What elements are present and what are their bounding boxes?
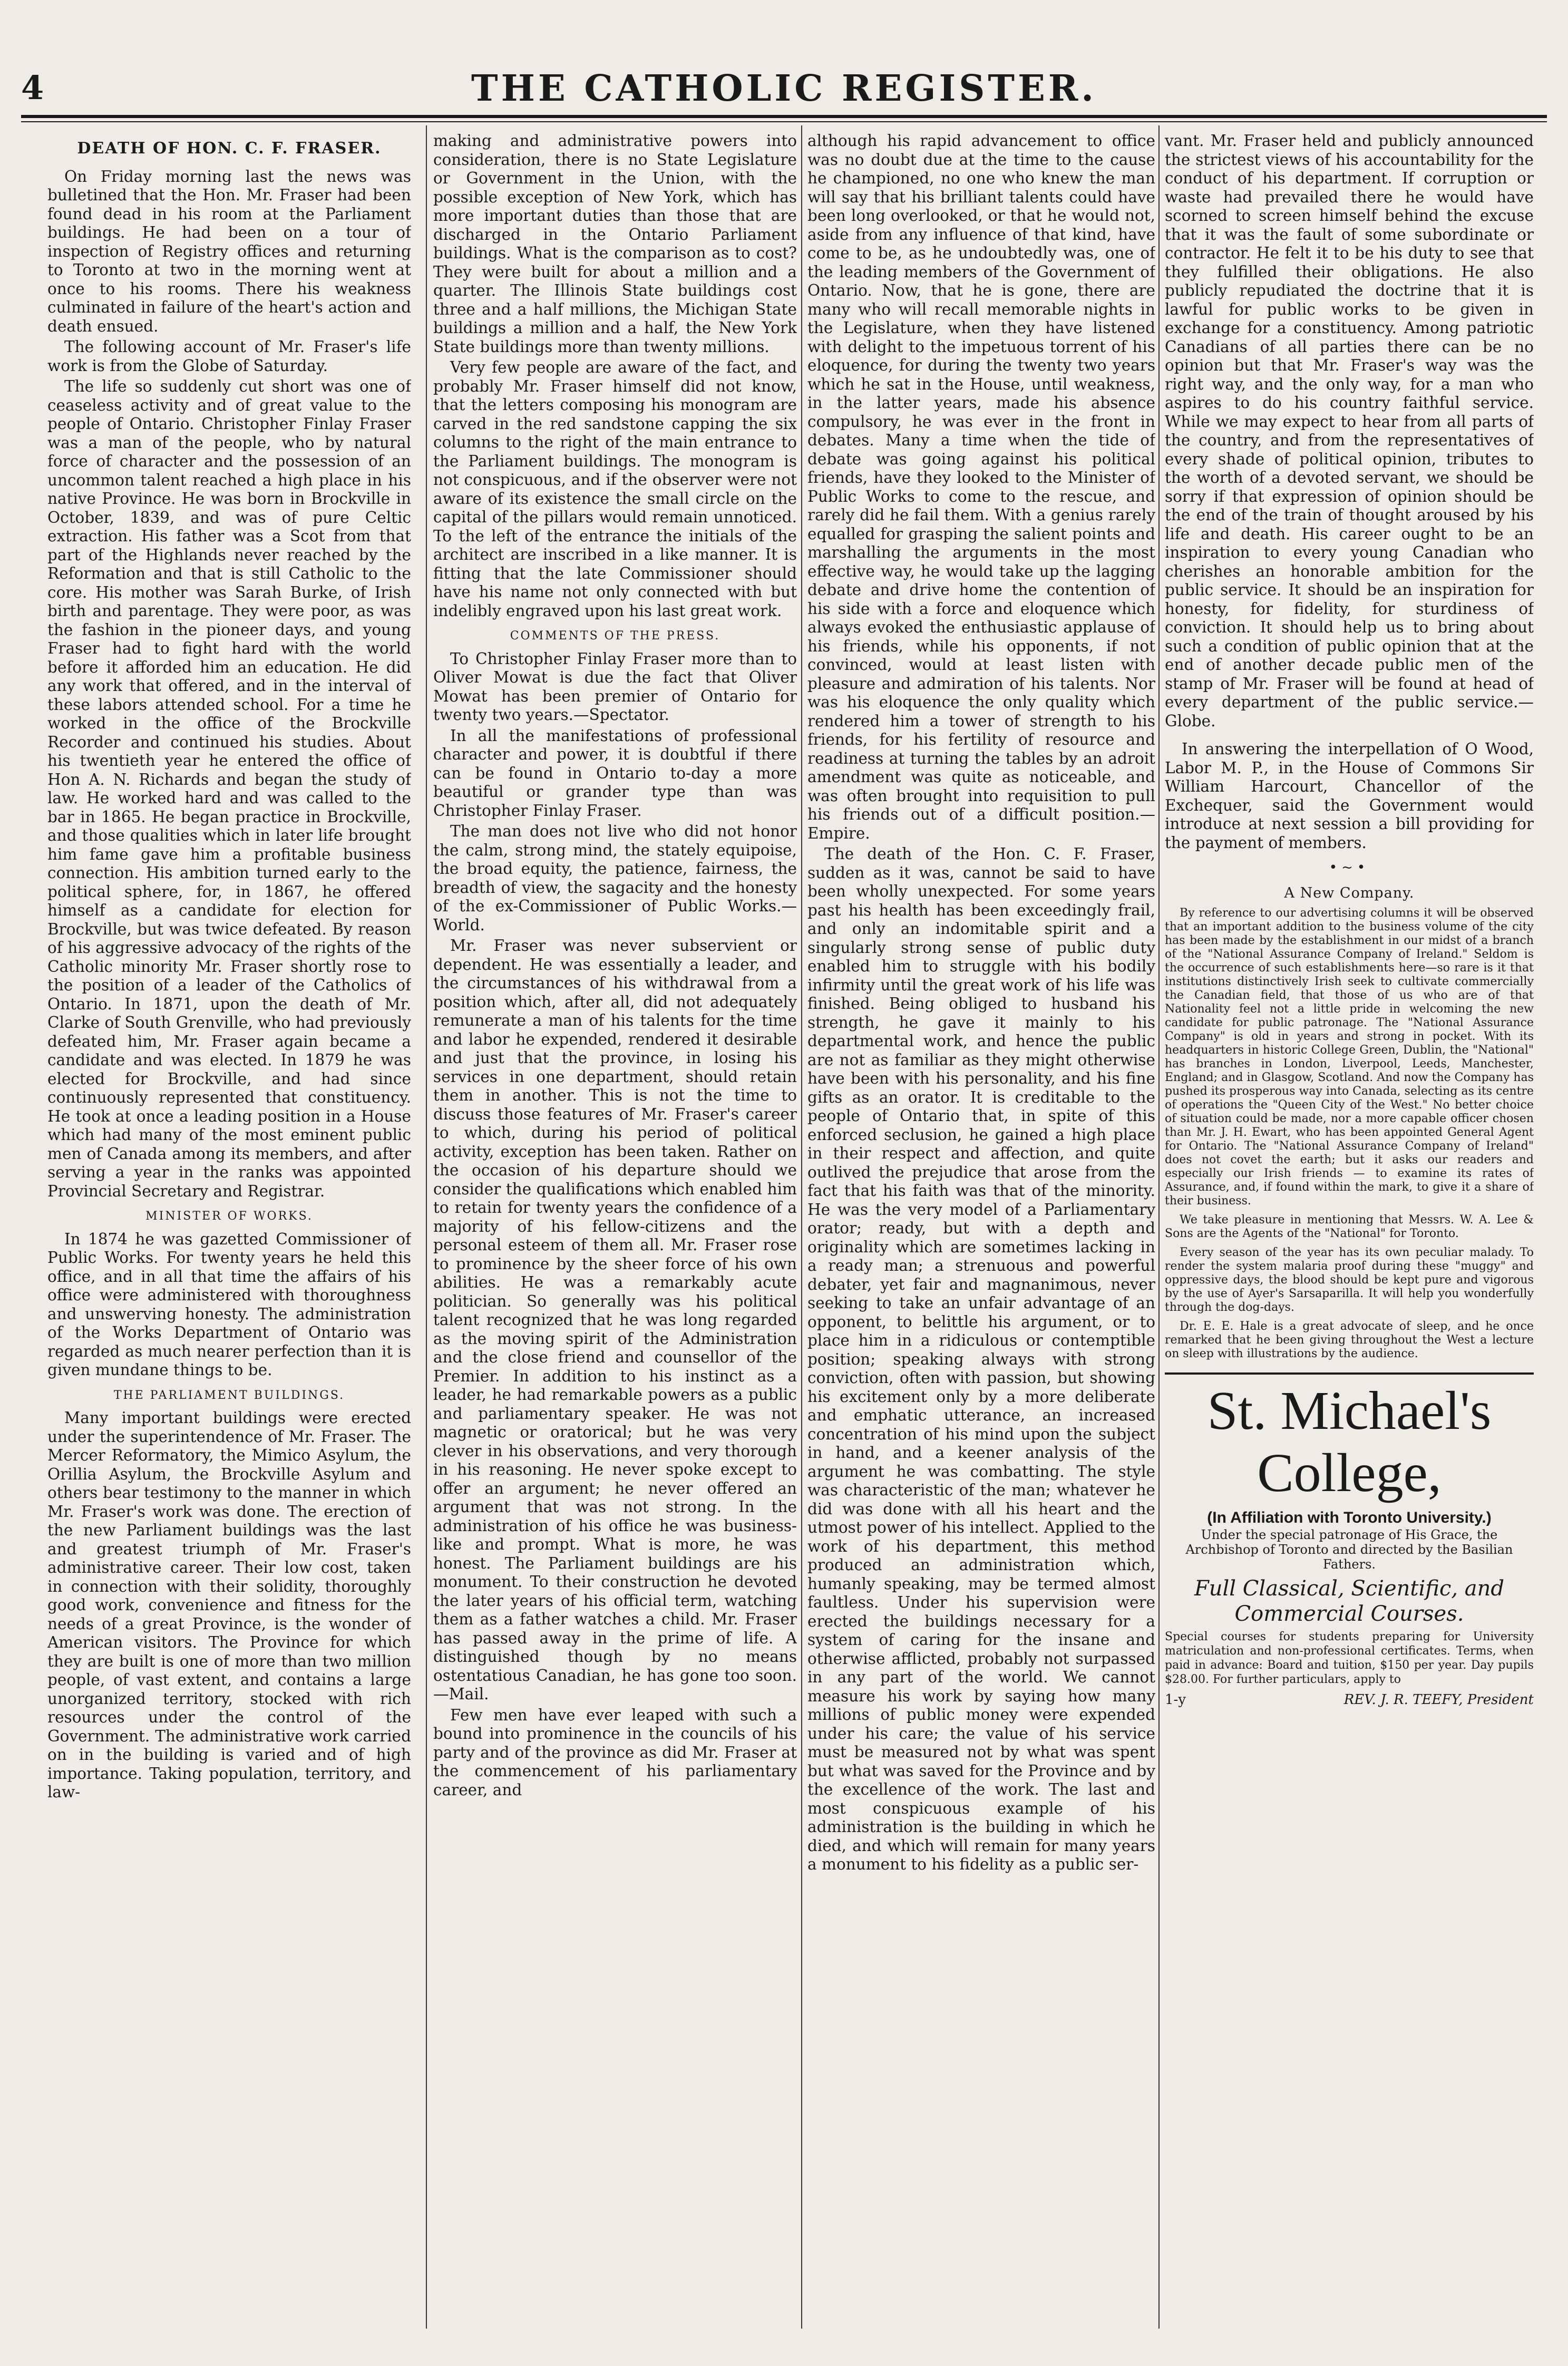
article-paragraph: making and administrative powers into consideration, there is no State Legislature or Government in the Union, with the possible exception of New York, which has more important duties than those that are discharged in the Ontario Parliament buildings. What is the comparison as to cost? They were built for about a million and a quarter. The Illinois State buildings cost three and a half millions, the Michigan State buildings a million and a half, the New York State buildings more than twenty millions. bbox=[433, 132, 797, 356]
section-subhead: MINISTER OF WORKS. bbox=[145, 1210, 313, 1223]
ad-details: Special courses for students preparing for University matriculation and non-professional certificates. Terms, when paid in advance: Board and tuition, $150 per year. Day pupils $28.00. For further particulars, apply to bbox=[1165, 1630, 1534, 1686]
article-paragraph: In all the manifestations of professional character and power, it is doubtful if there can be found in Ontario to-day a more beautiful or grander type than was Christopher Finlay Fraser. bbox=[433, 726, 797, 820]
ad-patronage: Under the special patronage of His Grace, the Archbishop of Toronto and directed by the Basilian Fathers. bbox=[1185, 1527, 1513, 1572]
notice-paragraph: Every season of the year has its own peculiar malady. To render the system malaria proof during these "muggy" and oppressive days, the blood should be kept pure and vigorous by the use of Ayer's Sarsaparilla. It will help you wonderfully through the dog-days. bbox=[1165, 1246, 1534, 1314]
column-4 bbox=[1165, 132, 1534, 2345]
column-1 bbox=[47, 132, 411, 2345]
column-divider bbox=[1158, 125, 1160, 2329]
article-paragraph: Few men have ever leaped with such a bound into prominence in the councils of his party and of the province as did Mr. Fraser at the commencement of his parliamentary career, and bbox=[433, 1706, 797, 1799]
article-paragraph: vant. Mr. Fraser held and publicly announced the strictest views of his accountability for the conduct of his department. If corruption or waste had prevailed there he would have scorned to screen himself behind the excuse that it was the fault of some subordinate or contractor. He felt it to be his duty to see that they fulfilled their obligations. He also publicly repudiated the doctrine that it is lawful for public works to be given in exchange for a constituency. Among patriotic Canadians of all parties there can be no opinion but that Mr. Fraser's way was the right way, and the only way, for a man who aspires to do his country faithful service. While we may expect to hear from all parts of the country, and from the representatives of every shade of political opinion, tributes to the worth of a devoted servant, we should be sorry if that expression of opinion should be the end of the train of thought aroused by his life and death. His career ought to be an inspiration to every young Canadian who cherishes an honorable ambition for the public service. It should be an inspiration for honesty, for fidelity, for sturdiness of conviction. It should help us to bring about such a condition of public opinion that at the end of another decade public men of the stamp of Mr. Fraser will be found at head of every department of the public service.—Globe. bbox=[1165, 132, 1534, 730]
ad-affiliation: (In Affiliation with Toronto University.) bbox=[1207, 1509, 1492, 1526]
column-divider bbox=[801, 125, 802, 2329]
article-paragraph: Mr. Fraser was never subservient or dependent. He was essentially a leader, and the circumstances of his withdrawal from a position which, after all, did not adequately remunerate a man of his talents for the time and labor he expended, rendered it desirable and just that the province, in losing his services in one department, should retain them in another. This is not the time to discuss those features of Mr. Fraser's career to which, during his period of political activity, exception has been taken. Rather on the occasion of his departure should we consider the qualifications which enabled him to retain for twenty years the confidence of a majority of his fellow-citizens and the personal esteem of them all. Mr. Fraser rose to prominence by the sheer force of his own abilities. He was a remarkably acute politician. So generally was his political talent recognized that he was long regarded as the moving spirit of the Administration and the close friend and counsellor of the Premier. In addition to his instinct as a leader, he had remarkable powers as a public and parliamentary speaker. He was not magnetic or oratorical; but he was very clever in his observations, and very thorough in his reasoning. He never spoke except to offer an argument; he never offered an argument that was not strong. In the administration of his office he was business-like and prompt. What is more, he was honest. The Parliament buildings are his monument. To their construction he devoted the later years of his official term, watching them as a father watches a child. Mr. Fraser has passed away in the prime of life. A distinguished though by no means ostentatious Canadian, he has gone too soon. —Mail. bbox=[433, 937, 797, 1703]
column-3 bbox=[807, 132, 1155, 2345]
newspaper-title: THE CATHOLIC REGISTER. bbox=[471, 67, 1097, 110]
article-paragraph: The life so suddenly cut short was one of ceaseless activity and of great value to the people of Ontario. Christopher Finlay Fraser was a man of the people, who by natural force of character and the possession of an uncommon talent reached a high place in his native Province. He was born in Brockville in October, 1839, and was of pure Celtic extraction. His father was a Scot from that part of the Highlands never reached by the Reformation and that is still Catholic to the core. His mother was Sarah Burke, of Irish birth and parentage. They were poor, as was the fashion in the pioneer days, and young Fraser had to fight hard with the world before it afforded him an education. He did any work that offered, and in the interval of these labors attended school. For a time he worked in the office of the Brockville Recorder and continued his studies. About his twentieth year he entered the office of Hon A. N. Richards and began the study of law. He worked hard and was called to the bar in 1865. He began practice in Brockville, and those qualities which in later life brought him fame gave him a profitable business connection. His ambition turned early to the political sphere, for, in 1867, he offered himself as a candidate for election for Brockville, but was twice defeated. By reason of his aggressive advocacy of the rights of the Catholic minority Mr. Fraser shortly rose to the position of a leader of the Catholics of Ontario. In 1871, upon the death of Mr. Clarke of South Grenville, who had previously defeated him, Mr. Fraser again became a candidate and was elected. In 1879 he was elected for Brockville, and had since continuously represented that constituency. He took at once a leading position in a House which had many of the most eminent public men of Canada among its members, and after serving a year in the ranks was appointed Provincial Secretary and Registrar. bbox=[47, 377, 411, 1200]
ad-code: 1-y bbox=[1165, 1691, 1186, 1708]
masthead-rule bbox=[21, 115, 1547, 118]
article-paragraph: Very few people are aware of the fact, and probably Mr. Fraser himself did not know, that the letters composing his monogram are carved in the red sandstone capping the six columns to the right of the main entrance to the Parliament buildings. The monogram is not conspicuous, and if the observer were not aware of its existence the small circle on the capital of the pillars would remain unnoticed. To the left of the entrance the initials of the architect are inscribed in a like manner. It is fitting that the late Commissioner should have his name not only connected with but indelibly engraved upon his last great work. bbox=[433, 358, 797, 620]
article-paragraph: On Friday morning last the news was bulletined that the Hon. Mr. Fraser had been found dead in his room at the Parliament buildings. He had been on a tour of inspection of Registry offices and returning to Toronto at two in the morning went at once to his rooms. There his weakness culminated in failure of the heart's action and death ensued. bbox=[47, 167, 411, 335]
article-headline: DEATH OF HON. C. F. FRASER. bbox=[77, 139, 382, 158]
notice-paragraph: By reference to our advertising columns it will be observed that an important addition to the business volume of the city has been made by the establishment in our midst of a branch of the "National Assurance Company of Ireland." Seldom is the occurrence of such establishments here—so rare is it that institutions distinctively Irish seek to cultivate commercially the Canadian field, that those of us who are of that Nationality feel not a little pride in welcoming the new candidate for public patronage. The "National Assurance Company" is old in years and strong in pocket. With its headquarters in historic College Green, Dublin, the "National" has branches in London, Liverpool, Leeds, Manchester, England; and in Glasgow, Scotland. And now the Company has pushed its prosperous way into Canada, selecting as its centre of operations the "Queen City of the West." No better choice of situation could be made, nor a more capable officer chosen than Mr. J. H. Ewart, who has been appointed General Agent for Ontario. The "National Assurance Company of Ireland" does not covet the earth; but it asks our readers and especially our Irish friends — to examine its rates of Assurance, and, if found within the mark, to give it a share of their business. bbox=[1165, 907, 1534, 1208]
masthead-rule-thin bbox=[21, 121, 1547, 122]
ad-title: St. Michael's bbox=[1207, 1380, 1492, 1441]
section-subhead: A New Company. bbox=[1284, 884, 1415, 901]
article-paragraph: In 1874 he was gazetted Commissioner of Public Works. For twenty years he held this office, and in all that time the affairs of his office were administered with thoroughness and unswerving honesty. The administration of the Works Department of Ontario was regarded as much nearer perfection than it is given mundane things to be. bbox=[47, 1230, 411, 1379]
section-subhead: COMMENTS OF THE PRESS. bbox=[510, 629, 720, 642]
ad-role: President bbox=[1467, 1691, 1534, 1708]
section-subhead: THE PARLIAMENT BUILDINGS. bbox=[113, 1388, 345, 1402]
ad-courses: Full Classical, Scientific, and bbox=[1194, 1576, 1504, 1601]
article-paragraph: The following account of Mr. Fraser's life work is from the Globe of Saturday. bbox=[47, 338, 411, 375]
column-divider bbox=[426, 125, 427, 2329]
notice-paragraph: We take pleasure in mentioning that Messrs. W. A. Lee & Sons are the Agents of the "National" for Toronto. bbox=[1165, 1213, 1534, 1240]
ad-signatory: REV. J. R. TEEFY, bbox=[1343, 1691, 1463, 1708]
article-paragraph: The death of the Hon. C. F. Fraser, sudden as it was, cannot be said to have been wholly unexpected. For some years past his health has been exceedingly frail, and only an indomitable spirit and a singularly strong sense of public duty enabled him to struggle with his bodily infirmity until the great work of his life was finished. Being obliged to husband his strength, he gave it mainly to his departmental work, and hence the public are not as familiar as they might otherwise have been with his personality, and his fine gifts as an orator. It is creditable to the people of Ontario that, in spite of this enforced seclusion, he gained a high place in their respect and affection, and quite outlived the prejudice that arose from the fact that his faith was that of the minority. He was the very model of a Parliamentary orator; ready, but with a depth and originality which are sometimes lacking in a ready man; a strenuous and powerful debater, yet fair and magnanimous, never seeking to take an unfair advantage of an opponent, to belittle his argument, or to place him in a ridiculous or contemptible position; speaking always with strong conviction, often with passion, but showing his excitement only by a more deliberate and emphatic utterance, an increased concentration of his mind upon the subject in hand, and a keener analysis of the argument he was combatting. The style was characteristic of the man; whatever he did was done with all his heart and the utmost power of his intellect. Applied to the work of his department, this method produced an administration which, humanly speaking, may be termed almost faultless. Under his supervision were erected the buildings necessary for a system of caring for the insane and otherwise afflicted, probably not surpassed in any part of the world. We cannot measure his work by saying how many millions of public money were expended under his care; the value of his service must be measured not by what was spent but what was saved for the Province and by the excellence of the work. The last and most conspicuous example of his administration is the building in which he died, and which will remain for many years a monument to his fidelity as a public ser- bbox=[807, 845, 1155, 1873]
ad-title: College, bbox=[1257, 1443, 1442, 1503]
ad-courses: Commercial Courses. bbox=[1234, 1601, 1464, 1626]
article-paragraph: The man does not live who did not honor the calm, strong mind, the stately equipoise, the broad equity, the patience, fairness, the breadth of view, the sagacity and the honesty of the ex-Commissioner of Public Works.—World. bbox=[433, 822, 797, 934]
article-paragraph: In answering the interpellation of O Wood, Labor M. P., in the House of Commons Sir William Harcourt, Chancellor of the Exchequer, said the Government would introduce at next session a bill providing for the payment of members. bbox=[1165, 740, 1534, 852]
article-paragraph: To Christopher Finlay Fraser more than to Oliver Mowat is due the fact that Oliver Mowat has been premier of Ontario for twenty two years.—Spectator. bbox=[433, 649, 797, 724]
notice-block bbox=[1165, 907, 1534, 1361]
ornament-divider: •~• bbox=[1329, 860, 1370, 875]
notice-paragraph: Dr. E. E. Hale is a great advocate of sleep, and he once remarked that he been giving throughout the West a lecture on sleep with illustrations by the audience. bbox=[1165, 1320, 1534, 1360]
article-paragraph: although his rapid advancement to office was no doubt due at the time to the cause he championed, no one who knew the man will say that his brilliant talents could have been long overlooked, or that he would not, aside from any influence of that kind, have come to be, as he undoubtedly was, one of the leading members of the Government of Ontario. Now, that he is gone, there are many who will recall memorable nights in the Legislature, when they have listened with delight to the impetuous torrent of his eloquence, for during the twenty two years which he sat in the House, until weakness, in the latter years, made his absence compulsory, he was ever in the front in debates. Many a time when the tide of debate was going against his political friends, have they looked to the Minister of Public Works to come to the rescue, and rarely did he fail them. With a genius rarely equalled for grasping the salient points and marshalling the arguments in the most effective way, he would take up the lagging debate and drive home the contention of his side with a force and eloquence which always evoked the enthusiastic applause of his friends, while his opponents, if not convinced, would at least listen with pleasure and admiration of his talents. Nor was his eloquence the only quality which rendered him a tower of strength to his friends, for his fertility of resource and readiness at turning the tables by an adroit amendment was quite as noticeable, and was often brought into requisition to pull his friends out of a difficult position.—Empire. bbox=[807, 132, 1155, 842]
page-number: 4 bbox=[21, 69, 44, 107]
ad-signature bbox=[1165, 1691, 1534, 1710]
column-2 bbox=[433, 132, 797, 2345]
article-paragraph: Many important buildings were erected under the superintendence of Mr. Fraser. The Mercer Reformatory, the Mimico Asylum, the Orillia Asylum, the Brockville Asylum and others bear testimony to the manner in which Mr. Fraser's work was done. The erection of the new Parliament buildings was the last and greatest triumph of Mr. Fraser's administrative career. Their low cost, taken in connection with their solidity, thoroughly good work, convenience and fitness for the needs of a great Province, is the wonder of American visitors. The Province for which they are built is one of more than two million people, of vast extent, and contains a large unorganized territory, stocked with rich resources under the control of the Government. The administrative work carried on in the building is varied and of high importance. Taking population, territory, and law- bbox=[47, 1409, 411, 1801]
college-advertisement bbox=[1165, 1372, 1534, 1709]
